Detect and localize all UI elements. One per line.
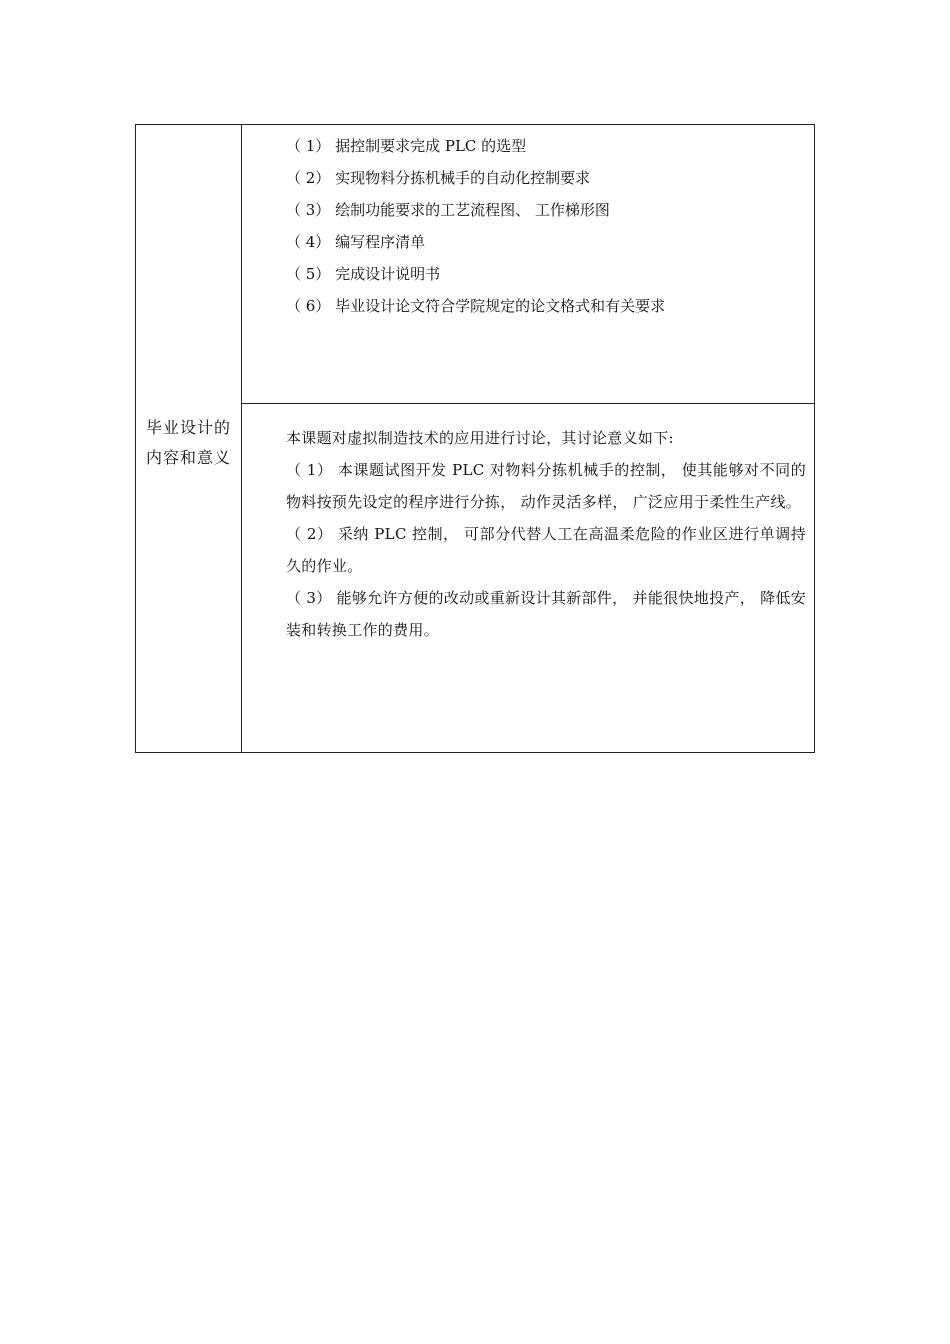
row-label: 毕业设计的内容和意义 bbox=[145, 417, 231, 467]
requirement-item: （ 1） 据控制要求完成 PLC 的选型 bbox=[286, 137, 527, 155]
requirement-item: （ 6） 毕业设计论文符合学院规定的论文格式和有关要求 bbox=[286, 297, 666, 315]
significance-item: （ 1） 本课题试图开发 PLC 对物料分拣机械手的控制， 使其能够对不同的物料按预先设定的程序进行分拣， 动作灵活多样， 广泛应用于柔性生产线。 bbox=[286, 461, 806, 511]
requirement-item: （ 5） 完成设计说明书 bbox=[286, 265, 441, 283]
requirement-item: （ 3） 绘制功能要求的工艺流程图、 工作梯形图 bbox=[286, 201, 610, 219]
content-column bbox=[242, 125, 814, 752]
design-content-table bbox=[135, 124, 815, 753]
requirement-item: （ 4） 编写程序清单 bbox=[286, 233, 426, 251]
row-label-cell bbox=[136, 125, 242, 752]
significance-section bbox=[242, 404, 814, 752]
significance-item: （ 3） 能够允许方便的改动或重新设计其新部件， 并能很快地投产， 降低安装和转换工作的费用。 bbox=[286, 589, 806, 639]
requirement-item: （ 2） 实现物料分拣机械手的自动化控制要求 bbox=[286, 169, 591, 187]
significance-item: （ 2） 采纳 PLC 控制， 可部分代替人工在高温柔危险的作业区进行单调持久的作业。 bbox=[286, 525, 806, 575]
significance-intro: 本课题对虚拟制造技术的应用进行讨论，其讨论意义如下: bbox=[286, 429, 674, 447]
requirements-section bbox=[242, 125, 814, 404]
